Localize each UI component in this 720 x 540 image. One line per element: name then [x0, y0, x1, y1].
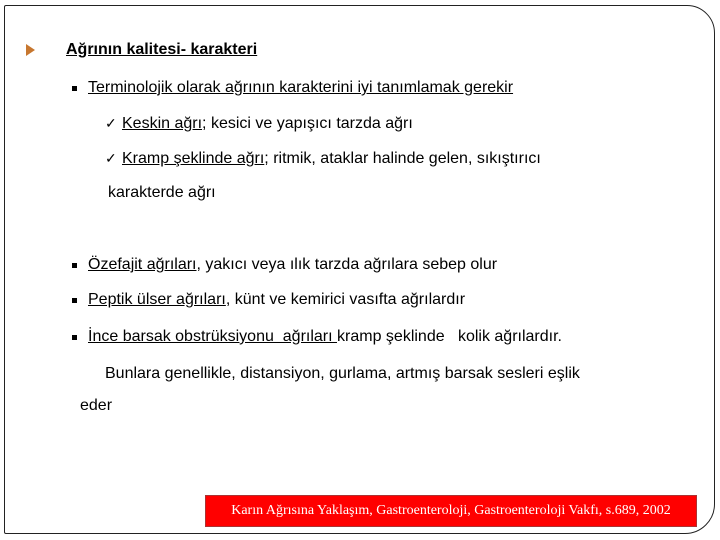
bullet-terminology: Terminolojik olarak ağrının karakterini iyi tanımlamak gerekir	[88, 79, 514, 96]
bullet-peptik	[88, 290, 465, 310]
term: Peptik ülser ağrıları	[88, 291, 226, 308]
term: İnce barsak obstrüksiyonu ağrıları	[88, 328, 338, 345]
square-bullet-icon	[72, 335, 77, 340]
reference-citation: Karın Ağrısına Yaklaşım, Gastroenteroloji, Gastroenteroloji Vakfı, s.689, 2002	[205, 495, 697, 527]
slide-title: Ağrının kalitesi- karakteri	[66, 41, 258, 58]
bullet-ince-barsak	[88, 327, 562, 347]
term: Kramp şeklinde ağrı	[122, 150, 265, 167]
check-item-kramp-cont: karakterde ağrı	[108, 184, 216, 201]
square-bullet-icon	[72, 263, 77, 268]
check-item-kramp	[122, 149, 541, 169]
check-item-keskin	[122, 114, 413, 134]
square-bullet-icon	[72, 298, 77, 303]
desc: , yakıcı veya ılık tarzda ağrılara sebep olur	[196, 256, 498, 273]
paragraph-line-2: eder	[80, 397, 113, 414]
paragraph-line-1: Bunlara genellikle, distansiyon, gurlama, artmış barsak sesleri eşlik	[105, 365, 580, 382]
check-icon: ✓	[105, 150, 117, 166]
term: Keskin ağrı	[122, 115, 203, 132]
square-bullet-icon	[72, 86, 77, 91]
arrow-bullet-icon	[26, 44, 35, 56]
bullet-ozefajit	[88, 255, 497, 275]
desc: ; ritmik, ataklar halinde gelen, sıkıştırıcı	[264, 150, 541, 167]
desc: kramp şeklinde kolik ağrılardır.	[337, 328, 562, 345]
check-icon: ✓	[105, 115, 117, 131]
term: Özefajit ağrıları	[88, 256, 197, 273]
desc: ; kesici ve yapışıcı tarzda ağrı	[202, 115, 413, 132]
desc: , künt ve kemirici vasıfta ağrılardır	[225, 291, 466, 308]
